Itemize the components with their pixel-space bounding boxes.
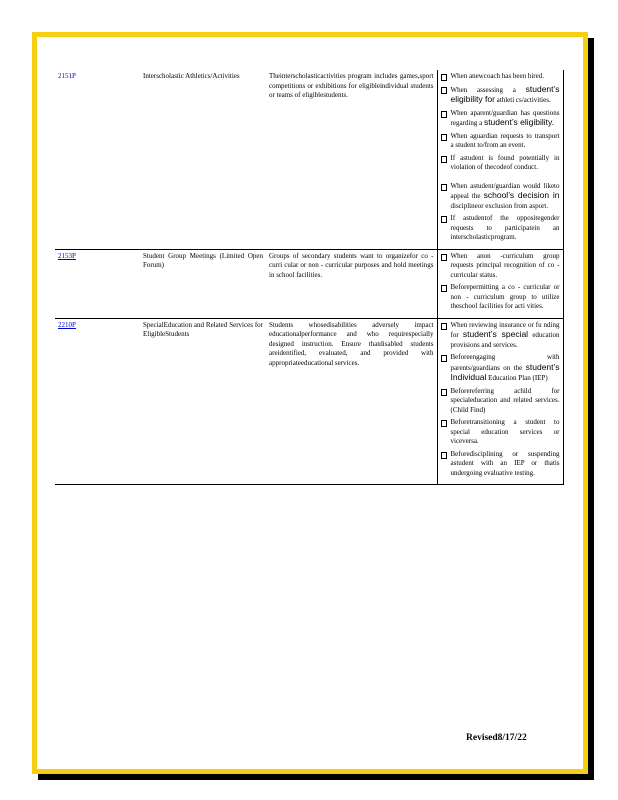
policy-title-cell [140,318,266,485]
checkbox-icon [441,216,447,223]
checkbox-icon [441,420,447,427]
list-item: Beforepermitting a co - curricular or non - curriculum group to utilize theschool facilities for acti vities. [441,283,560,312]
checkbox-icon [441,184,447,191]
policy-title: Interscholastic Athletics/Activities [143,72,240,80]
policy-description-cell [266,249,437,318]
list-item: When reviewing insurance or fu nding for student’s special education provisions and services. [441,321,560,351]
policy-description: Groups of secondary students want to organizefor co -curri cular or non - curricular purposes and hold meetings in school facilities. [269,251,434,279]
list-item: Beforereferring achild for specialeducation and related services.(Child Find) [441,387,560,416]
list-item: Beforetransitioning a student to special education services or viceversa. [441,418,560,447]
policy-description: Theinterscholasticactivities program includes games,sport competitions or exhibitions for eligibleindividual students or teams of eligiblestudents. [269,72,434,99]
policy-code: 2151P [58,72,76,80]
criteria-cell [437,318,563,485]
list-item: When aguardian requests to transport a student to/from an event. [441,132,560,151]
policy-code-cell [55,318,140,485]
checkbox-icon [441,156,447,163]
list-item: Beforedisciplining or suspending astudent with an IEP or thatis undergoing evaluative testing. [441,450,560,479]
checkbox-icon [441,134,447,141]
criteria-cell [437,70,563,249]
criteria-cell [437,249,563,318]
list-item: When assessing a student’s eligibility for athleti cs/activities. [441,85,560,106]
revised-date: Revised8/17/22 [466,733,527,743]
table-row [55,249,563,318]
criteria-list [441,72,560,243]
policy-code-cell [55,70,140,249]
checkbox-icon [441,254,447,261]
list-item: When aparent/guardian has questions regarding a student’s eligibility. [441,109,560,129]
criteria-list [441,321,560,479]
checkbox-icon [441,323,447,330]
policy-description: Students whosedisabilities adversely impact educationalperformance and who requirespecially designed instruction. Ensure thatdisabled students areidentified, evaluated, and provided with appropriateeducational services. [269,320,434,367]
policy-title: SpecialEducation and Related Services for EligibleStudents [143,320,263,338]
policy-title-cell [140,249,266,318]
checkbox-icon [441,285,447,292]
list-item: When astudent/guardian would liketo appeal the school’s decision in disciplineor exclusion from asport. [441,182,560,212]
policy-code-cell [55,249,140,318]
list-item: Beforeengaging with parents/guardians on the student’s Individual Education Plan (IEP) [441,353,560,384]
checkbox-icon [441,74,447,81]
list-item: If astudent is found potentially in violation of thecodeof conduct. [441,154,560,173]
policy-code-link[interactable]: 2210P [58,320,76,329]
policy-description-cell [266,318,437,485]
list-item: If astudentof the oppositegender requests to participatein an interscholasticprogram. [441,214,560,243]
table-row [55,70,563,249]
checkbox-icon [441,355,447,362]
criteria-list [441,252,560,312]
checkbox-icon [441,389,447,396]
table-row [55,318,563,485]
policy-table [55,70,564,485]
policy-title: Student Group Meetings (Limited Open Forum) [143,251,263,269]
checkbox-icon [441,87,447,94]
list-item: When anon -curriculum group requests principal recognition of co - curricular status. [441,252,560,281]
policy-code-link[interactable]: 2153P [58,251,76,260]
checkbox-icon [441,111,447,118]
policy-title-cell [140,70,266,249]
policy-description-cell [266,70,437,249]
list-item: When anewcoach has been hired. [441,72,560,82]
checkbox-icon [441,452,447,459]
